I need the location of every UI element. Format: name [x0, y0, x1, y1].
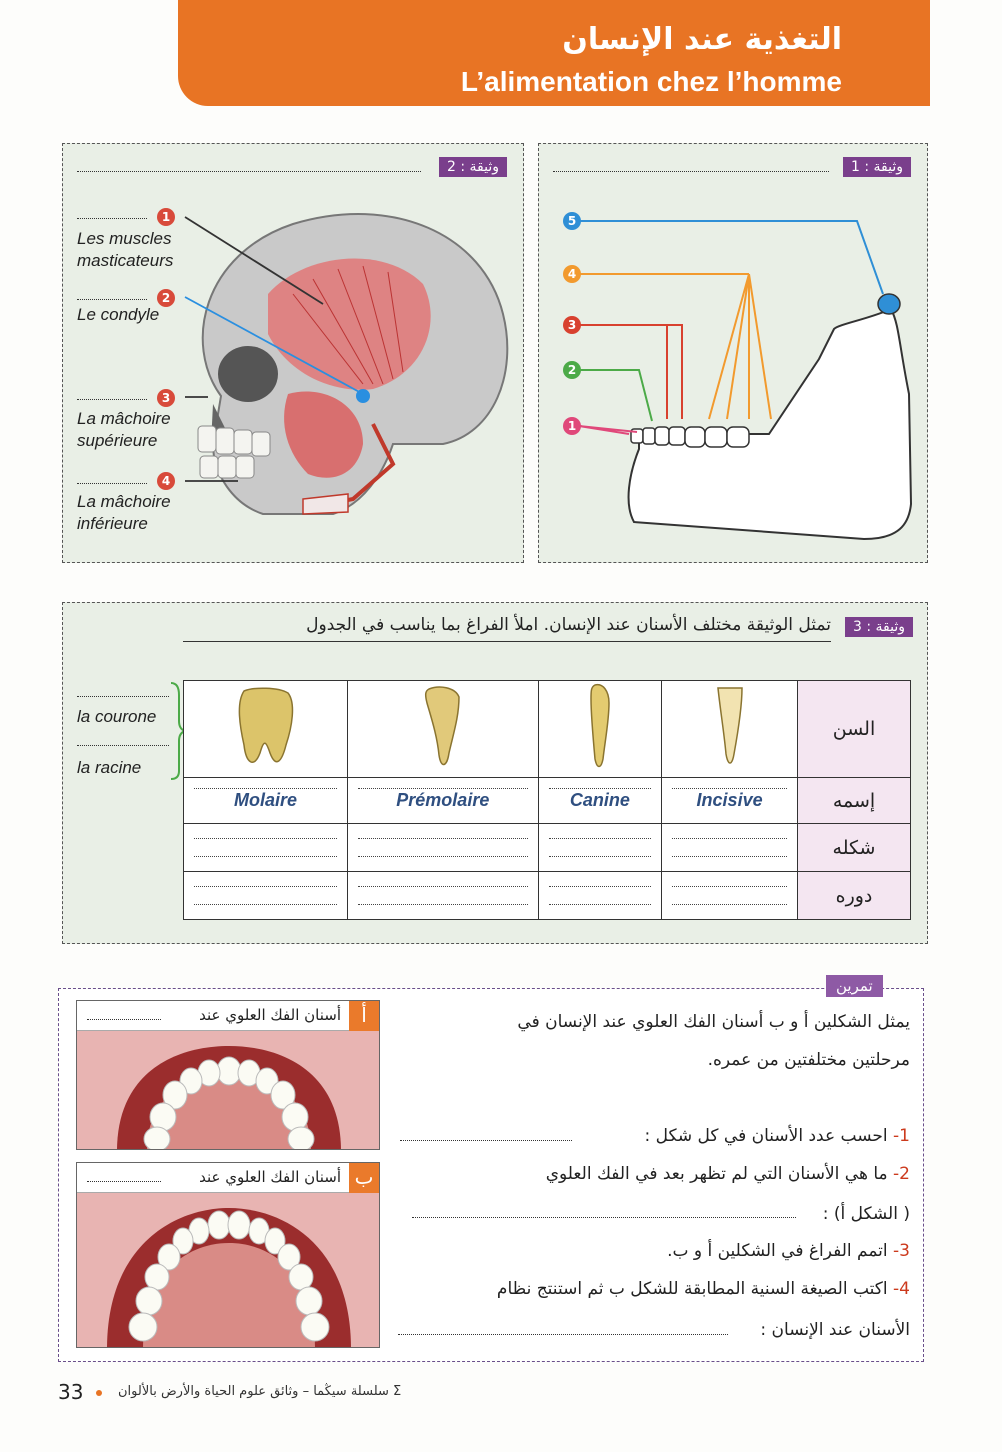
jaw-badge-3: 3	[563, 316, 581, 334]
doc3-instruction: تمثل الوثيقة مختلف الأسنان عند الإنسان. املأ الفراغ بما يناسب في الجدول	[306, 615, 831, 635]
cell-molar-image	[184, 681, 348, 778]
label-couronne: la courone	[77, 707, 157, 726]
label-1-badge: 1	[157, 208, 175, 226]
row-header-tooth: السن	[798, 681, 911, 778]
shape-cell[interactable]	[184, 824, 348, 872]
label-3-badge: 3	[157, 389, 175, 407]
question-3: 3- اتمم الفراغ في الشكلين أ و ب.	[667, 1241, 910, 1261]
photo-a	[76, 1000, 380, 1150]
photo-b	[76, 1162, 380, 1348]
role-cell[interactable]	[538, 872, 662, 920]
shape-cell[interactable]	[662, 824, 798, 872]
jaw-badge-4: 4	[563, 265, 581, 283]
label-2-badge: 2	[157, 289, 175, 307]
answer-line-1[interactable]	[400, 1140, 572, 1141]
footer-dot	[96, 1390, 102, 1396]
cell-premolar-image	[348, 681, 539, 778]
shape-cell[interactable]	[348, 824, 539, 872]
footer-series: Σ سلسلة سيڭما – وثائق علوم الحياة والأرض بالألوان	[118, 1384, 402, 1399]
incisor-icon	[710, 684, 750, 770]
shape-cell[interactable]	[538, 824, 662, 872]
label-machoire-superieure: La mâchoire supérieure	[77, 409, 171, 450]
label-4-badge: 4	[157, 472, 175, 490]
exercise-intro-1: يمثل الشكلين أ و ب أسنان الفك العلوي عند الإنسان في	[517, 1012, 910, 1032]
jaw-badge-5: 5	[563, 212, 581, 230]
cell-incisor-image	[662, 681, 798, 778]
photo-b-letter: ب	[349, 1163, 379, 1193]
row-header-name: إسمه	[798, 778, 911, 824]
answer-line-2[interactable]	[412, 1217, 796, 1218]
exercise-tag: تمرين	[826, 975, 883, 997]
cell-canine-image	[538, 681, 662, 778]
label-muscles-masticateurs: Les muscles masticateurs	[77, 229, 174, 270]
photo-a-letter: أ	[349, 1001, 379, 1031]
label-racine: la racine	[77, 758, 142, 777]
premolar-icon	[413, 683, 473, 771]
question-4-part-b: الأسنان عند الإنسان :	[760, 1320, 910, 1340]
question-2-part-b: ( الشكل أ) :	[822, 1204, 910, 1224]
document-2-tag: وثيقة : 2	[439, 157, 507, 177]
question-4: 4- اكتب الصيغة السنية المطابقة للشكل ب ثم استنتج نظام	[496, 1279, 910, 1299]
role-cell[interactable]	[184, 872, 348, 920]
row-header-shape: شكله	[798, 824, 911, 872]
exercise-intro-2: مرحلتين مختلفتين من عمره.	[707, 1050, 910, 1070]
jaw-illustration	[539, 144, 929, 564]
name-premolaire: Prémolaire	[396, 790, 490, 810]
name-incisive: Incisive	[696, 790, 763, 810]
document-3-tag: وثيقة : 3	[845, 617, 913, 637]
page-number: 33	[58, 1380, 84, 1404]
role-cell[interactable]	[662, 872, 798, 920]
jaw-badge-2: 2	[563, 361, 581, 379]
photo-a-title: أسنان الفك العلوي عند	[199, 1006, 341, 1024]
title-banner	[178, 0, 930, 106]
jaw-badge-1: 1	[563, 417, 581, 435]
molar-icon	[226, 683, 306, 771]
teeth-table	[183, 680, 911, 920]
label-condyle: Le condyle	[77, 305, 160, 324]
document-1-frame	[538, 143, 928, 563]
label-machoire-inferieure: La mâchoire inférieure	[77, 492, 171, 533]
photo-b-title: أسنان الفك العلوي عند	[199, 1168, 341, 1186]
page-title-french: L’alimentation chez l’homme	[460, 66, 842, 97]
role-cell[interactable]	[348, 872, 539, 920]
answer-line-4[interactable]	[398, 1334, 728, 1335]
row-header-role: دوره	[798, 872, 911, 920]
question-1: 1- احسب عدد الأسنان في كل شكل :	[644, 1126, 910, 1146]
question-2: 2- ما هي الأسنان التي لم تظهر بعد في الفك العلوي	[545, 1164, 910, 1184]
name-canine: Canine	[569, 790, 630, 810]
document-2-frame	[62, 143, 524, 563]
canine-icon	[575, 681, 625, 773]
page-title-arabic: التغذية عند الإنسان	[562, 22, 842, 57]
name-molaire: Molaire	[234, 790, 298, 810]
document-1-tag: وثيقة : 1	[843, 157, 911, 177]
